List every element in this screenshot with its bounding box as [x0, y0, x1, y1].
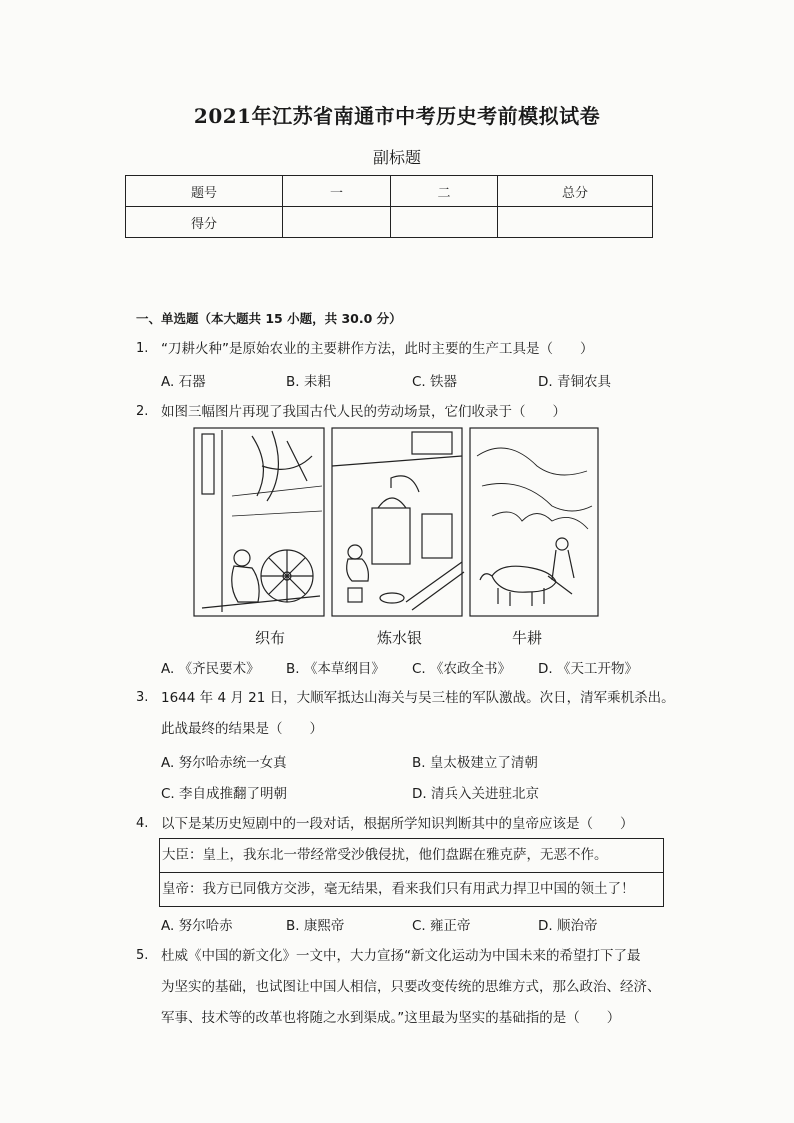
q4-option-a[interactable]: A. 努尔哈赤	[161, 918, 233, 934]
score-table-header-row	[126, 176, 653, 207]
header-cell-part-1: 一	[283, 176, 391, 207]
page-subtitle: 副标题	[372, 148, 421, 167]
caption-weaving: 织布	[255, 629, 286, 647]
question-3-text-line-1: 1644 年 4 月 21 日，大顺军抵达山海关与吴三桂的军队激战。次日，清军乘机杀出。	[161, 690, 675, 706]
q2-option-b[interactable]: B. 《本草纲目》	[286, 661, 385, 677]
question-3-text-line-2: 此战最终的结果是（ ）	[161, 721, 323, 737]
score-table	[125, 175, 653, 238]
caption-mercury: 炼水银	[377, 629, 423, 647]
question-5-text-line-2: 为坚实的基础，也试图让中国人相信，只要改变传统的思维方式，那么政治、经济、	[161, 979, 661, 995]
score-cell[interactable]	[283, 207, 391, 238]
q3-option-a[interactable]: A. 努尔哈赤统一女真	[161, 755, 287, 771]
q1-option-d[interactable]: D. 青铜农具	[538, 374, 611, 390]
question-1-text: “刀耕火种”是原始农业的主要耕作方法，此时主要的生产工具是（ ）	[161, 341, 594, 357]
dialogue-minister-line: 大臣：皇上，我东北一带经常受沙俄侵扰，他们盘踞在雅克萨，无恶不作。	[162, 847, 608, 863]
q1-option-c[interactable]: C. 铁器	[412, 374, 458, 390]
q3-option-c[interactable]: C. 李自成推翻了明朝	[161, 786, 288, 802]
ox-plowing-panel	[470, 428, 598, 616]
question-5-text-line-3: 军事、技术等的改革也将随之水到渠成。”这里最为坚实的基础指的是（ ）	[161, 1010, 621, 1026]
three-panel-illustration	[192, 426, 600, 622]
question-number: 2.	[136, 404, 149, 419]
dialogue-emperor-line: 皇帝：我方已同俄方交涉，毫无结果，看来我们只有用武力捍卫中国的领土了！	[160, 872, 663, 906]
q2-option-a[interactable]: A. 《齐民要术》	[161, 661, 260, 677]
q1-option-b[interactable]: B. 耒耜	[286, 374, 331, 390]
question-4-text: 以下是某历史短剧中的一段对话，根据所学知识判断其中的皇帝应该是（ ）	[161, 816, 634, 832]
header-cell-question-no: 题号	[126, 176, 283, 207]
q2-option-d[interactable]: D. 《天工开物》	[538, 661, 638, 677]
caption-ox-plowing: 牛耕	[512, 629, 543, 647]
score-table-score-row	[126, 207, 653, 238]
page-title: 2021年江苏省南通市中考历史考前模拟试卷	[193, 104, 601, 128]
q4-option-d[interactable]: D. 顺治帝	[538, 918, 598, 934]
dialogue-box	[159, 838, 664, 907]
header-cell-part-2: 二	[391, 176, 498, 207]
weaving-panel	[194, 428, 324, 616]
question-5-text-line-1: 杜威《中国的新文化》一文中，大力宣扬“新文化运动为中国未来的希望打下了最	[161, 948, 641, 964]
score-row-label: 得分	[126, 207, 283, 238]
question-number: 1.	[136, 341, 149, 356]
question-2-text: 如图三幅图片再现了我国古代人民的劳动场景，它们收录于（ ）	[161, 404, 566, 420]
q3-option-d[interactable]: D. 清兵入关进驻北京	[412, 786, 539, 802]
score-cell[interactable]	[498, 207, 653, 238]
q4-option-b[interactable]: B. 康熙帝	[286, 918, 345, 934]
q1-option-a[interactable]: A. 石器	[161, 374, 206, 390]
question-number: 3.	[136, 690, 149, 705]
mercury-refining-panel	[332, 428, 464, 616]
q2-option-c[interactable]: C. 《农政全书》	[412, 661, 512, 677]
header-cell-total: 总分	[498, 176, 653, 207]
q4-option-c[interactable]: C. 雍正帝	[412, 918, 471, 934]
question-number: 4.	[136, 816, 149, 831]
question-number: 5.	[136, 948, 149, 963]
q3-option-b[interactable]: B. 皇太极建立了清朝	[412, 755, 538, 771]
section-heading: 一、单选题（本大题共 15 小题，共 30.0 分）	[136, 311, 402, 326]
score-cell[interactable]	[391, 207, 498, 238]
